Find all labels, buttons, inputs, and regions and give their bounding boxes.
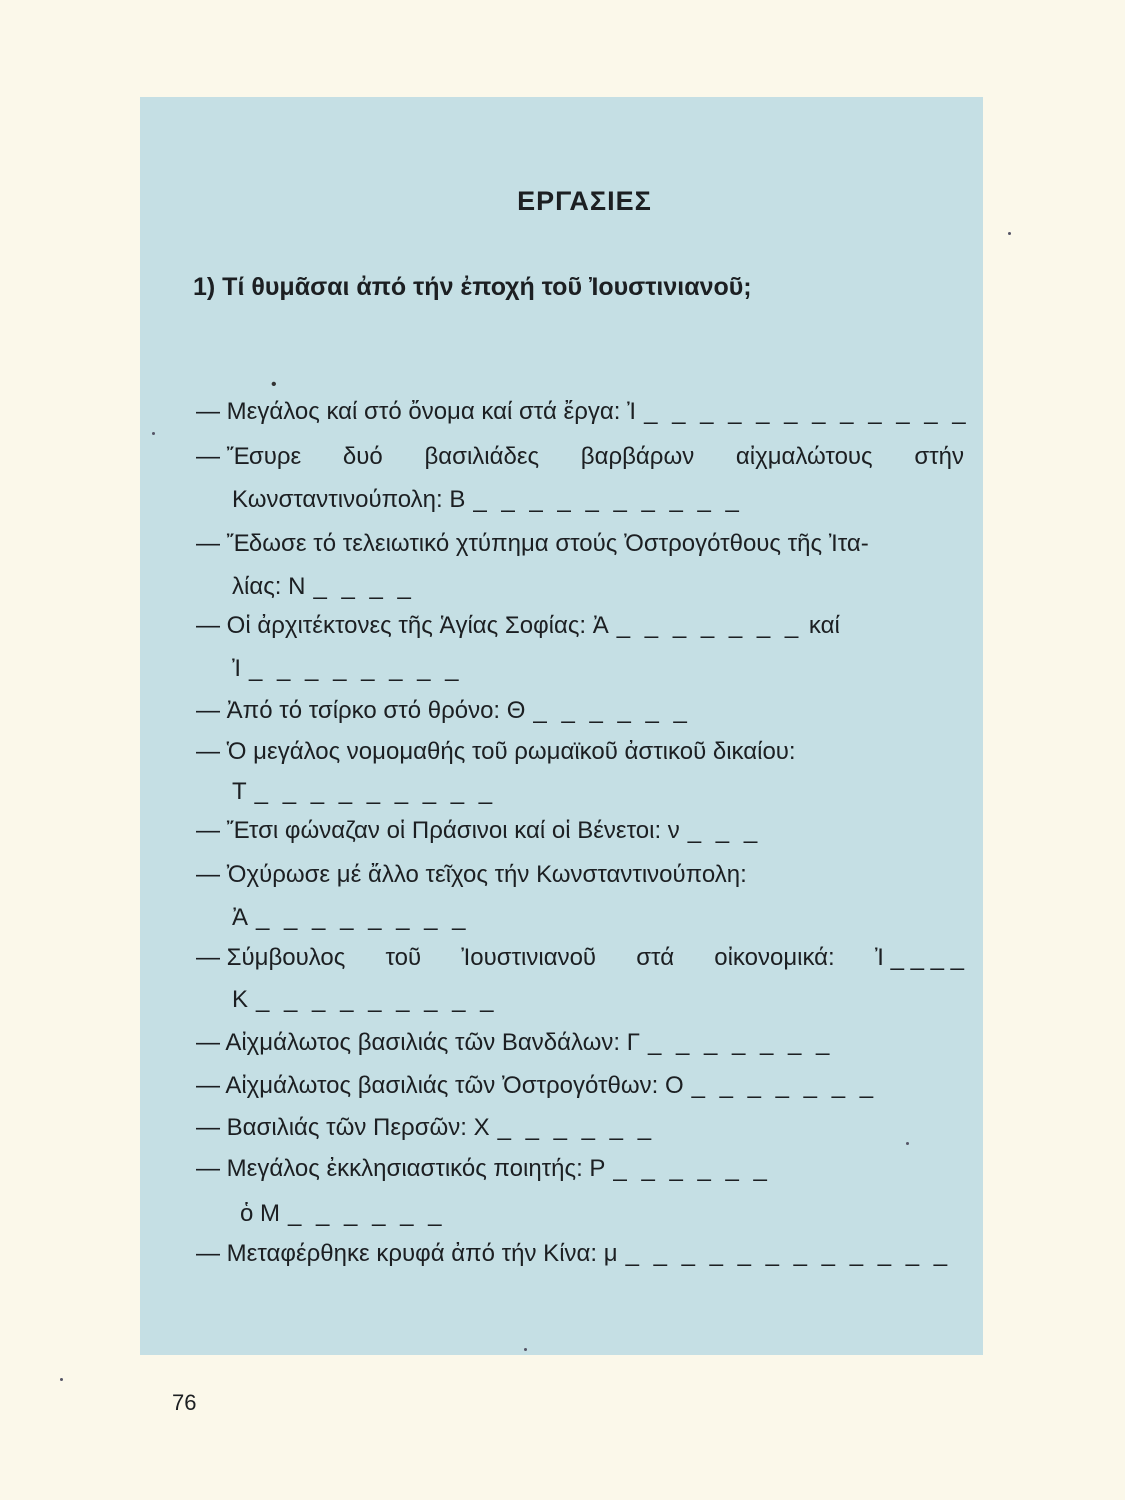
- item-prompt: — Μεγάλος καί στό ὄνομα καί στά ἔργα: Ἰ: [196, 398, 637, 425]
- item-word: αἰχμαλώτους: [735, 443, 873, 470]
- item-prompt: — Ἀπό τό τσίρκο στό θρόνο: Θ: [196, 697, 526, 724]
- answer-blank: _ _ _ _ _ _ _ _ _: [254, 778, 497, 805]
- item-prompt: Κ: [232, 986, 249, 1013]
- paper-speck: [524, 1348, 527, 1351]
- page-number: 76: [172, 1390, 197, 1415]
- item-word: — Σύμβουλος: [196, 944, 346, 971]
- item-prompt: — Μεταφέρθηκε κρυφά ἀπό τήν Κίνα: μ: [196, 1240, 618, 1267]
- question-heading: 1) Τί θυμᾶσαι ἀπό τήν ἐποχή τοῦ Ἰουστινιανοῦ;: [193, 273, 752, 301]
- stray-mark: •: [271, 376, 277, 393]
- item-prompt: — Οἱ ἀρχιτέκτονες τῆς Ἁγίας Σοφίας: Ἀ: [196, 612, 609, 639]
- answer-line-2-continued: [232, 486, 743, 514]
- answer-blank: _ _ _ _ _ _ _ _ _ _: [473, 486, 743, 513]
- answer-line-13: [196, 1155, 771, 1183]
- answer-blank: _ _ _ _ _ _ _ _: [249, 655, 463, 682]
- answer-line-8: [196, 861, 747, 889]
- answer-line-8-continued: [232, 904, 469, 932]
- item-word: βαρβάρων: [580, 443, 695, 470]
- item-prompt: Ἰ: [232, 655, 242, 682]
- page-title: ΕΡΓΑΣΙΕΣ: [517, 186, 652, 216]
- answer-blank: _ _ _: [687, 817, 762, 844]
- answer-blank: _ _ _ _ _ _: [613, 1155, 771, 1182]
- item-word: στά: [636, 944, 675, 971]
- paper-speck: [60, 1378, 63, 1381]
- answer-line-14: [196, 1240, 951, 1268]
- answer-blank: _ _ _ _ _ _ _ _ _ _ _ _: [625, 1240, 952, 1267]
- item-prompt: — Βασιλιάς τῶν Περσῶν: Χ: [196, 1114, 490, 1141]
- item-word: Ἰουστινιανοῦ: [461, 944, 597, 971]
- answer-line-11: [196, 1072, 877, 1100]
- item-prompt: Τ: [232, 778, 247, 805]
- answer-line-12: [196, 1114, 655, 1142]
- answer-blank: _ _ _ _ _ _ _: [691, 1072, 878, 1099]
- item-prompt: — Ἔδωσε τό τελειωτικό χτύπημα στούς Ὀστρογότθους τῆς Ἰτα-: [196, 530, 869, 557]
- item-suffix: καί: [808, 612, 840, 639]
- answer-blank: _ _ _ _ _ _ _ _ _ _ _ _: [644, 398, 970, 425]
- answer-line-9: [196, 944, 964, 972]
- item-prompt: — Αἰχμάλωτος βασιλιάς τῶν Ὀστρογότθων: Ο: [196, 1072, 684, 1099]
- answer-line-10: [196, 1029, 833, 1057]
- item-word: δυό: [342, 443, 383, 470]
- answer-line-13-continued: [240, 1200, 445, 1228]
- paper-speck: [152, 432, 155, 435]
- answer-line-7: [196, 817, 761, 845]
- answer-line-1: [196, 398, 970, 426]
- answer-line-3-continued: [232, 573, 415, 601]
- answer-line-6-continued: [232, 778, 496, 806]
- item-prompt: — Ὀχύρωσε μέ ἄλλο τεῖχος τήν Κωνσταντινούπολη:: [196, 861, 747, 888]
- answer-line-5: [196, 697, 691, 725]
- answer-blank: _ _ _ _ _ _: [288, 1200, 446, 1227]
- item-word: βασιλιάδες: [424, 443, 540, 470]
- item-prompt: ὁ Μ: [240, 1200, 281, 1227]
- answer-line-6: [196, 738, 796, 766]
- item-word: Ἰ _ _ _ _: [874, 944, 964, 971]
- answer-line-4-continued: [232, 655, 462, 683]
- item-prompt: Ἀ: [232, 904, 249, 931]
- item-prompt: λίας: Ν: [232, 573, 306, 600]
- answer-blank: _ _ _ _ _ _: [533, 697, 691, 724]
- item-prompt: — Ἔτσι φώναζαν οἱ Πράσινοι καί οἱ Βένετοι: ν: [196, 817, 680, 844]
- paper-speck: [1008, 232, 1011, 235]
- answer-blank: _ _ _ _ _ _: [497, 1114, 656, 1141]
- item-prompt: Κωνσταντινούπολη: Β: [232, 486, 466, 513]
- item-prompt: — Ὁ μεγάλος νομομαθής τοῦ ρωμαϊκοῦ ἀστικοῦ δικαίου:: [196, 738, 796, 765]
- paper-speck: [906, 1142, 909, 1145]
- answer-blank: _ _ _ _ _ _ _: [647, 1029, 834, 1056]
- answer-blank: _ _ _ _: [313, 573, 415, 600]
- answer-blank: _ _ _ _ _ _ _: [616, 612, 803, 639]
- item-word: τοῦ: [385, 944, 422, 971]
- item-prompt: — Αἰχμάλωτος βασιλιάς τῶν Βανδάλων: Γ: [196, 1029, 640, 1056]
- answer-line-4: [196, 612, 840, 640]
- item-word: στήν: [914, 443, 964, 470]
- answer-line-2: [196, 443, 964, 471]
- answer-blank: _ _ _ _ _ _ _ _ _: [256, 986, 498, 1013]
- item-word: — Ἔσυρε: [196, 443, 302, 470]
- item-word: οἰκονομικά:: [714, 944, 835, 971]
- item-prompt: — Μεγάλος ἐκκλησιαστικός ποιητής: Ρ: [196, 1155, 606, 1182]
- answer-line-9-continued: [232, 986, 498, 1014]
- answer-line-3: [196, 530, 869, 558]
- answer-blank: _ _ _ _ _ _ _ _: [256, 904, 470, 931]
